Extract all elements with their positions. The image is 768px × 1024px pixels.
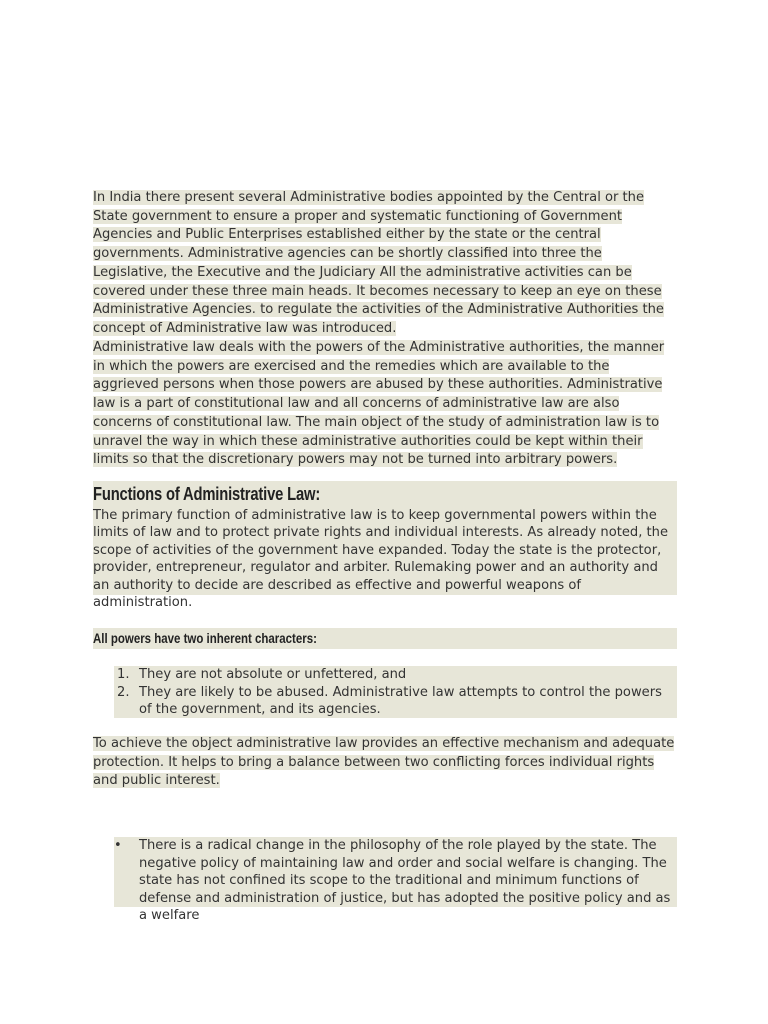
list-item-text: They are likely to be abused. Administrative law attempts to control the powers of the government, and its agencies. xyxy=(139,684,662,718)
intro-paragraph-text: In India there present several Administrative bodies appointed by the Central or the State government to ensure a proper and systematic functioning of Government Agencies and Public Enterprises established either by the state or the central governments. Administrative agencies can be shortly classified into three the Legislative, the Executive and the Judiciary All the administrative activities can be covered under these three main heads. It becomes necessary to keep an eye on these Administrative Agencies. to regulate the activities of the Administrative Authorities the concept of Administrative law was introduced. xyxy=(93,190,664,336)
administrative-law-paragraph-text: Administrative law deals with the powers of the Administrative authorities, the manner in which the powers are exercised and the remedies which are available to the aggrieved persons when those powers are abused by these authorities. Administrative law is a part of constitutional law and all concerns of administrative law are also concerns of constitutional law. The main object of the study of administration law is to unravel the way in which these administrative authorities could be kept within their limits so that the discretionary powers may not be turned into arbitrary powers. xyxy=(93,340,665,468)
bullet-list xyxy=(114,837,677,924)
powers-heading xyxy=(93,628,677,649)
list-item-text: They are not absolute or unfettered, and xyxy=(139,667,407,682)
bullet-icon: • xyxy=(114,838,122,853)
numbered-list xyxy=(114,666,677,718)
list-number: 1. xyxy=(117,667,130,682)
balance-paragraph xyxy=(93,735,677,791)
balance-paragraph-text: To achieve the object administrative law provides an effective mechanism and adequate protection. It helps to bring a balance between two conflicting forces individual rights and public interest. xyxy=(93,736,675,789)
powers-heading-text: All powers have two inherent characters: xyxy=(93,630,317,646)
list-item xyxy=(114,666,677,684)
list-number: 2. xyxy=(117,684,130,700)
functions-heading-text: Functions of Administrative Law: xyxy=(93,484,321,504)
list-item-text: There is a radical change in the philosophy of the role played by the state. The negative policy of maintaining law and order and social welfare is changing. The state has not confined its scope to the traditional and minimum functions of defense and administration of justice, but has adopted the positive policy and as a welfare xyxy=(139,838,671,924)
document-page xyxy=(93,0,677,1024)
list-item xyxy=(114,684,677,719)
functions-paragraph: The primary function of administrative law is to keep governmental powers within the limits of law and to protect private rights and individual interests. As already noted, the scope of activities of the government have expanded. Today the state is the protector, provider, entrepreneur, regulator and arbiter. Rulemaking power and an authority and an authority to decide are described as effective and powerful weapons of administration. xyxy=(93,507,677,595)
administrative-law-paragraph xyxy=(93,339,677,470)
functions-heading xyxy=(93,481,677,507)
intro-paragraph xyxy=(93,189,677,339)
list-item xyxy=(114,837,677,925)
